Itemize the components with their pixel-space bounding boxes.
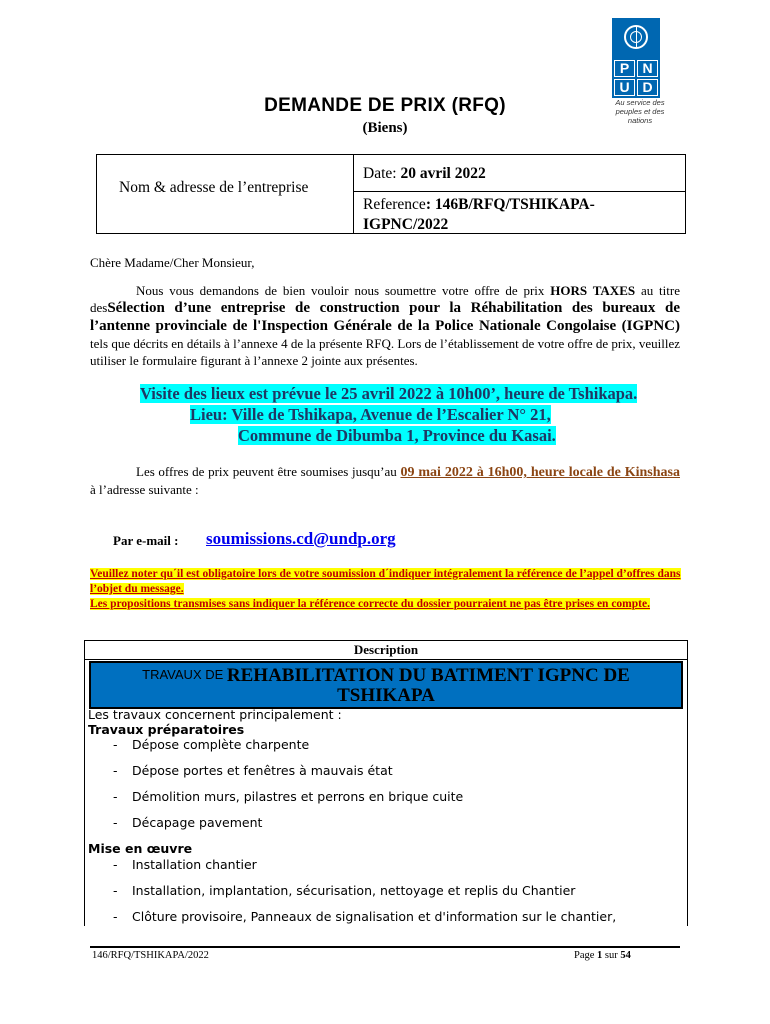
works-intro: Les travaux concernent principalement :: [88, 707, 342, 722]
table-header: Description: [85, 641, 687, 660]
hors-taxes: HORS TAXES: [550, 283, 636, 298]
warning-reference: [90, 567, 682, 597]
reference-field: [363, 195, 679, 235]
page-number: [574, 950, 631, 961]
box-divider: [353, 155, 354, 233]
info-box: [96, 154, 686, 234]
logo-letter: P: [614, 60, 635, 77]
list-item-text: Installation chantier: [132, 857, 257, 872]
rfq-subject: Sélection d’une entreprise de construction pour la Réhabilitation des bureaux de l’antenne provinciale de l'Inspection Générale de la Police Nationale Congolaise (IGPNC): [90, 300, 680, 334]
section-title: Travaux préparatoires: [88, 722, 245, 737]
list-item-text: Dépose portes et fenêtres à mauvais état: [132, 763, 393, 778]
email-label: Par e-mail :: [113, 533, 179, 548]
warning-rejection: [90, 597, 682, 612]
bullet-dash: -: [113, 857, 118, 872]
visit-line: [238, 426, 678, 446]
logo-letters: [614, 60, 658, 96]
banner-small: TRAVAUX DE: [142, 667, 227, 682]
list-item-text: Démolition murs, pilastres et perrons en brique cuite: [132, 789, 464, 804]
intro-paragraph: [90, 282, 680, 369]
visit-line: [140, 384, 700, 404]
works-banner: [89, 661, 683, 709]
list-item-text: Installation, implantation, sécurisation, nettoyage et replis du Chantier: [132, 883, 576, 898]
section-title: Mise en œuvre: [88, 841, 193, 856]
date-value: 20 avril 2022: [400, 165, 486, 182]
page-current: 1: [597, 950, 603, 961]
visit-line: [190, 405, 690, 425]
bullet-dash: -: [113, 737, 118, 752]
visit-text: Commune de Dibumba 1, Province du Kasai.: [238, 426, 556, 445]
bullet-dash: -: [113, 883, 118, 898]
logo-tagline: Au service des peuples et des nations: [615, 98, 665, 125]
visit-text: Visite des lieux est prévue le 25 avril 2022 à 10h00’, heure de Tshikapa.: [140, 384, 638, 403]
warning-text: Veuillez noter qu´il est obligatoire lors de votre soumission d´indiquer intégralement la référence de l’appel d’offres dans l’objet du message.: [90, 568, 681, 595]
undp-logo: [612, 18, 660, 98]
bullet-dash: -: [113, 815, 118, 830]
bullet-dash: -: [113, 789, 118, 804]
banner-line: [91, 684, 681, 709]
footer-reference: 146/RFQ/TSHIKAPA/2022: [92, 950, 209, 961]
company-label: Nom & adresse de l’entreprise: [119, 179, 309, 196]
salutation: Chère Madame/Cher Monsieur,: [90, 255, 255, 270]
page-label: sur: [602, 950, 621, 961]
bullet-dash: -: [113, 909, 118, 924]
page-label: Page: [574, 950, 598, 961]
date-field: [363, 165, 486, 183]
footer-rule: [90, 946, 680, 948]
banner-title: TSHIKAPA: [337, 685, 435, 706]
document-title: DEMANDE DE PRIX (RFQ): [264, 95, 506, 116]
page-total: 54: [620, 950, 631, 961]
deadline-paragraph: [90, 463, 680, 498]
logo-letter: N: [637, 60, 658, 77]
email-link[interactable]: soumissions.cd@undp.org: [206, 529, 396, 548]
list-item-text: Clôture provisoire, Panneaux de signalisation et d'information sur le chantier,: [132, 909, 617, 924]
bullet-dash: -: [113, 763, 118, 778]
banner-title: REHABILITATION DU BATIMENT IGPNC DE: [226, 665, 630, 686]
logo-letter: D: [637, 79, 658, 96]
deadline-value: 09 mai 2022 à 16h00, heure locale de Kinshasa: [400, 465, 680, 480]
date-label: Date:: [363, 165, 401, 182]
document-subtitle: (Biens): [362, 120, 408, 136]
intro-text: Nous vous demandons de bien vouloir nous soumettre votre offre de prix: [136, 283, 551, 298]
list-item-text: Dépose complète charpente: [132, 737, 310, 752]
reference-label: Reference: [363, 196, 426, 213]
reference-value: : 146B/RFQ/TSHIKAPA-IGPNC/2022: [363, 196, 595, 233]
box-divider: [354, 191, 686, 192]
intro-text: au titre des: [90, 283, 680, 315]
deadline-text: à l’adresse suivante :: [90, 482, 199, 497]
deadline-text: Les offres de prix peuvent être soumises jusqu’au: [136, 464, 401, 479]
logo-letter: U: [614, 79, 635, 96]
description-table: [84, 640, 688, 926]
list-item-text: Décapage pavement: [132, 815, 263, 830]
un-emblem-icon: [624, 25, 648, 49]
intro-text: tels que décrits en détails à l’annexe 4 de la présente RFQ. Lors de l’établissement de votre offre de prix, veuillez utiliser le formulaire figurant à l’annexe 2 jointe aux présentes.: [90, 336, 680, 368]
visit-text: Lieu: Ville de Tshikapa, Avenue de l’Escalier N° 21,: [190, 405, 551, 424]
warning-text: Les propositions transmises sans indiquer la référence correcte du dossier pourraient ne pas être prises en compte.: [90, 598, 650, 610]
